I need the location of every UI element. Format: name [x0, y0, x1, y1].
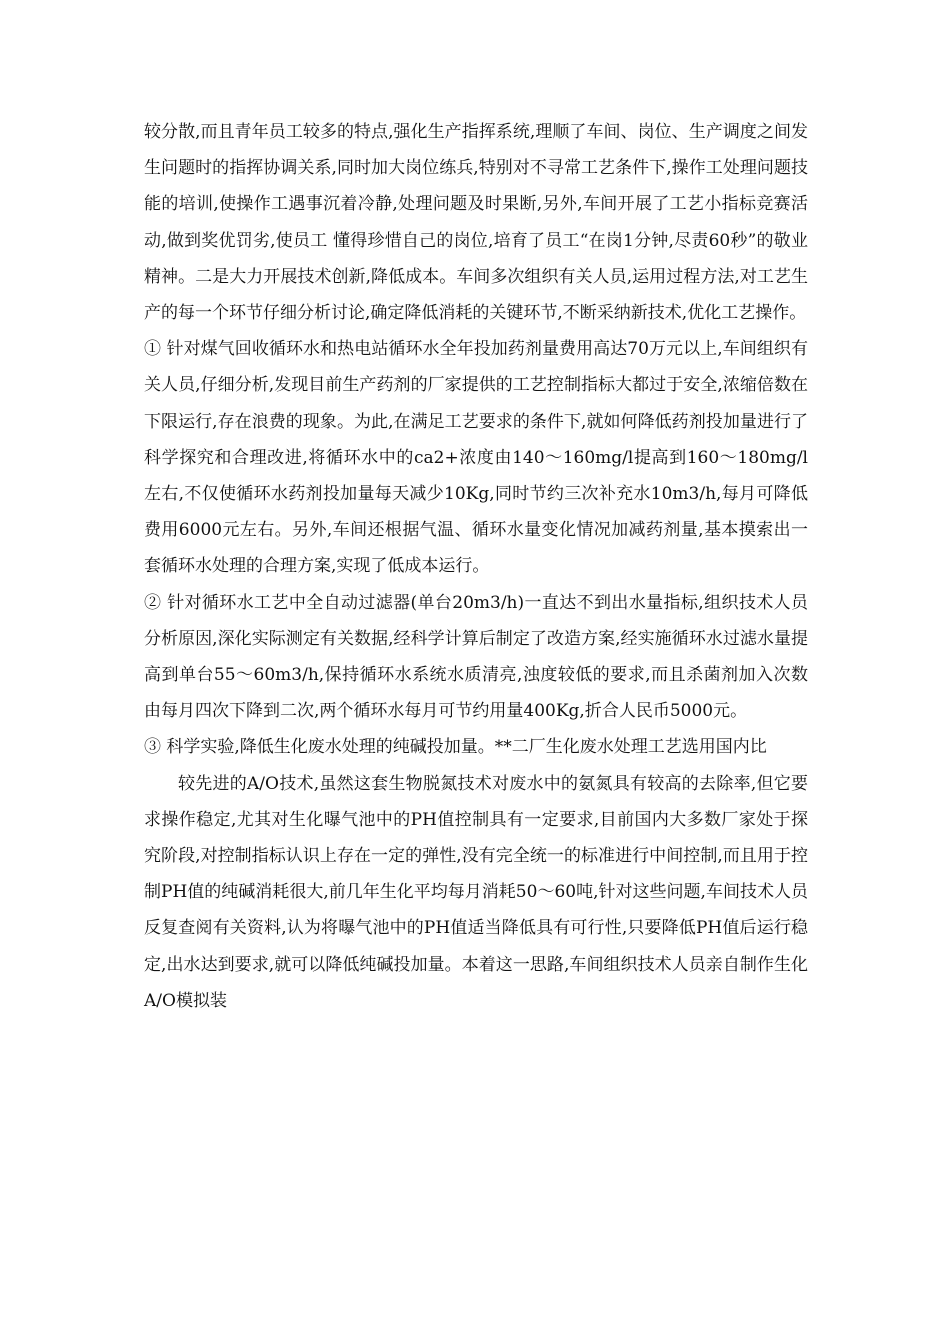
paragraph-item-1: ① 针对煤气回收循环水和热电站循环水全年投加药剂量费用高达70万元以上,车间组织有关人员,仔细分析,发现目前生产药剂的厂家提供的工艺控制指标大都过于安全,浓缩倍数在下限运行,存在浪费的现象。为此,在满足工艺要求的条件下,就如何降低药剂投加量进行了科学探究和合理改进,将循环水中的ca2+浓度由140～160mg/l提高到160～180mg/l左右,不仅使循环水药剂投加量每天减少10Kg,同时节约三次补充水10m3/h,每月可降低费用6000元左右。另外,车间还根据气温、循环水量变化情况加减药剂量,基本摸索出一套循环水处理的合理方案,实现了低成本运行。	[144, 339, 808, 577]
paragraph-continuation: 较分散,而且青年员工较多的特点,强化生产指挥系统,理顺了车间、岗位、生产调度之间发生问题时的指挥协调关系,同时加大岗位练兵,特别对不寻常工艺条件下,操作工处理问题技能的培训,使操作工遇事沉着冷静,处理问题及时果断,另外,车间开展了工艺小指标竞赛活动,做到奖优罚劣,使员工 懂得珍惜自己的岗位,培育了员工“在岗1分钟,尽责60秒”的敬业精神。二是大力开展技术创新,降低成本。车间多次组织有关人员,运用过程方法,对工艺生产的每一个环节仔细分析讨论,确定降低消耗的关键环节,不断采纳新技术,优化工艺操作。	[144, 122, 808, 324]
body-text	[144, 114, 808, 1019]
paragraph-item-2: ② 针对循环水工艺中全自动过滤器(单台20m3/h)一直达不到出水量指标,组织技术人员分析原因,深化实际测定有关数据,经科学计算后制定了改造方案,经实施循环水过滤水量提高到单台55～60m3/h,保持循环水系统水质清亮,浊度较低的要求,而且杀菌剂加入次数由每月四次下降到二次,两个循环水每月可节约用量400Kg,折合人民币5000元。	[144, 592, 808, 722]
paragraph-indented: 较先进的A/O技术,虽然这套生物脱氮技术对废水中的氨氮具有较高的去除率,但它要求操作稳定,尤其对生化曝气池中的PH值控制具有一定要求,目前国内大多数厂家处于探究阶段,对控制指标认识上存在一定的弹性,没有完全统一的标准进行中间控制,而且用于控制PH值的纯碱消耗很大,前几年生化平均每月消耗50～60吨,针对这些问题,车间技术人员反复查阅有关资料,认为将曝气池中的PH值适当降低具有可行性,只要降低PH值后运行稳定,出水达到要求,就可以降低纯碱投加量。本着这一思路,车间组织技术人员亲自制作生化A/O模拟装	[144, 773, 808, 1011]
paragraph-item-3: ③ 科学实验,降低生化废水处理的纯碱投加量。**二厂生化废水处理工艺选用国内比	[144, 737, 767, 758]
